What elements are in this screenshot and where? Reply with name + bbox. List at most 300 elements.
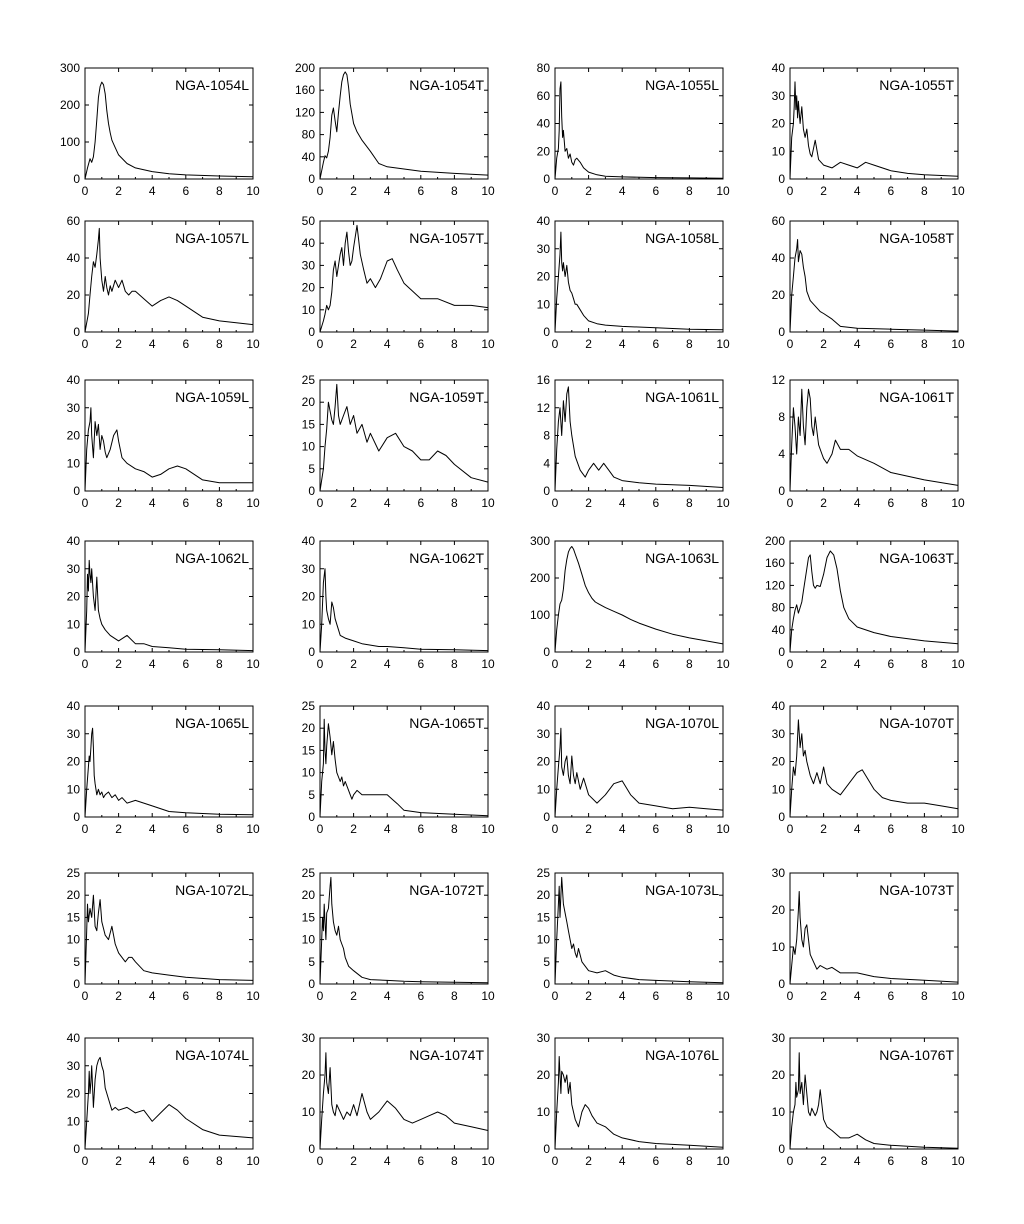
y-tick-label: 40 xyxy=(771,61,785,75)
x-tick-label: 6 xyxy=(182,1154,190,1168)
x-tick-label: 2 xyxy=(350,1154,357,1168)
data-series-line xyxy=(85,1057,253,1149)
record-name-label: NGA-1074T xyxy=(409,1047,484,1063)
chart-panel xyxy=(67,373,260,510)
x-tick-label: 4 xyxy=(383,337,391,351)
y-tick-label: 20 xyxy=(66,888,80,903)
y-tick-label: 10 xyxy=(536,1105,550,1119)
x-tick-label: 6 xyxy=(417,989,425,1003)
data-series-line xyxy=(85,82,253,179)
x-tick-label: 8 xyxy=(216,184,223,198)
y-tick-label: 10 xyxy=(771,782,785,797)
x-tick-label: 2 xyxy=(350,657,357,671)
x-tick-label: 2 xyxy=(585,657,592,671)
y-tick-label: 10 xyxy=(301,932,315,947)
y-tick-label: 12 xyxy=(536,400,550,415)
x-tick-label: 6 xyxy=(182,989,190,1003)
x-tick-label: 6 xyxy=(887,657,895,671)
y-tick-label: 100 xyxy=(59,135,80,149)
y-tick-label: 10 xyxy=(301,617,315,632)
x-tick-label: 2 xyxy=(115,989,122,1003)
y-tick-label: 20 xyxy=(66,754,80,769)
x-tick-label: 6 xyxy=(887,337,895,351)
data-series-line xyxy=(320,569,488,652)
x-tick-label: 6 xyxy=(887,1154,895,1168)
chart-panel xyxy=(772,373,965,510)
x-tick-label: 6 xyxy=(182,184,190,198)
x-tick-label: 0 xyxy=(786,989,794,1003)
y-tick-label: 25 xyxy=(301,373,315,387)
data-series-line xyxy=(85,408,253,491)
chart-panel xyxy=(537,214,730,351)
x-tick-label: 6 xyxy=(887,989,895,1003)
y-tick-label: 60 xyxy=(536,88,550,103)
x-tick-label: 2 xyxy=(350,184,357,198)
y-tick-label: 300 xyxy=(529,534,550,548)
x-tick-label: 10 xyxy=(951,184,965,198)
x-tick-label: 10 xyxy=(951,1154,965,1168)
data-series-line xyxy=(320,719,488,817)
y-tick-label: 20 xyxy=(301,1068,315,1082)
data-series-line xyxy=(555,232,723,332)
x-tick-label: 4 xyxy=(853,1154,861,1168)
x-tick-label: 6 xyxy=(652,822,660,836)
x-tick-label: 0 xyxy=(551,822,559,836)
y-tick-label: 10 xyxy=(301,1105,315,1119)
data-series-line xyxy=(790,892,958,985)
y-tick-label: 20 xyxy=(536,754,550,769)
record-name-label: NGA-1055L xyxy=(645,77,719,93)
x-tick-label: 8 xyxy=(451,184,458,198)
y-tick-label: 80 xyxy=(301,127,315,142)
record-name-label: NGA-1076L xyxy=(645,1047,719,1063)
x-tick-label: 10 xyxy=(481,1154,495,1168)
y-tick-label: 0 xyxy=(778,484,785,498)
x-tick-label: 8 xyxy=(686,822,693,836)
x-tick-label: 2 xyxy=(350,496,357,510)
y-tick-label: 20 xyxy=(771,288,785,302)
x-tick-label: 10 xyxy=(951,989,965,1003)
x-tick-label: 4 xyxy=(148,822,156,836)
x-tick-label: 0 xyxy=(551,337,559,351)
x-tick-label: 6 xyxy=(652,496,660,510)
y-tick-label: 0 xyxy=(308,810,315,824)
x-tick-label: 4 xyxy=(383,1154,391,1168)
x-tick-label: 10 xyxy=(716,184,730,198)
x-tick-label: 6 xyxy=(652,657,660,671)
chart-panel xyxy=(772,214,965,351)
x-tick-label: 2 xyxy=(585,496,592,510)
y-tick-label: 160 xyxy=(764,556,785,571)
x-tick-label: 0 xyxy=(786,184,794,198)
chart-panel xyxy=(302,373,495,510)
x-tick-label: 0 xyxy=(551,496,559,510)
x-tick-label: 10 xyxy=(481,184,495,198)
y-tick-label: 0 xyxy=(308,645,315,659)
y-tick-label: 120 xyxy=(294,105,315,120)
record-name-label: NGA-1057L xyxy=(175,230,249,246)
y-tick-label: 30 xyxy=(771,88,785,103)
x-tick-label: 8 xyxy=(921,496,928,510)
chart-panel xyxy=(302,1031,495,1168)
x-tick-label: 4 xyxy=(618,657,626,671)
x-tick-label: 6 xyxy=(417,657,425,671)
x-tick-label: 0 xyxy=(81,1154,89,1168)
x-tick-label: 4 xyxy=(853,496,861,510)
y-tick-label: 30 xyxy=(66,726,80,741)
x-tick-label: 4 xyxy=(618,1154,626,1168)
x-tick-label: 0 xyxy=(81,496,89,510)
record-name-label: NGA-1059L xyxy=(175,389,249,405)
record-name-label: NGA-1070T xyxy=(879,715,954,731)
x-tick-label: 10 xyxy=(716,1154,730,1168)
data-series-line xyxy=(320,1053,488,1149)
x-tick-label: 0 xyxy=(316,337,324,351)
x-tick-label: 8 xyxy=(686,337,693,351)
x-tick-label: 0 xyxy=(81,337,89,351)
y-tick-label: 40 xyxy=(771,251,785,265)
chart-panel xyxy=(537,61,730,198)
chart-panel xyxy=(60,61,260,198)
y-tick-label: 40 xyxy=(66,251,80,265)
y-tick-label: 30 xyxy=(536,726,550,741)
x-tick-label: 8 xyxy=(451,989,458,1003)
x-tick-label: 2 xyxy=(350,337,357,351)
record-name-label: NGA-1076T xyxy=(879,1047,954,1063)
y-tick-label: 40 xyxy=(771,699,785,713)
y-tick-label: 40 xyxy=(536,699,550,713)
y-tick-label: 0 xyxy=(73,484,80,498)
y-tick-label: 20 xyxy=(66,428,80,443)
x-tick-label: 8 xyxy=(686,989,693,1003)
x-tick-label: 10 xyxy=(716,822,730,836)
x-tick-label: 2 xyxy=(350,989,357,1003)
x-tick-label: 2 xyxy=(585,1154,592,1168)
y-tick-label: 30 xyxy=(771,866,785,880)
x-tick-label: 4 xyxy=(383,184,391,198)
x-tick-label: 2 xyxy=(585,989,592,1003)
x-tick-label: 10 xyxy=(481,337,495,351)
y-tick-label: 0 xyxy=(308,1142,315,1156)
x-tick-label: 4 xyxy=(383,657,391,671)
chart-panel xyxy=(765,534,965,671)
x-tick-label: 10 xyxy=(246,184,260,198)
record-name-label: NGA-1062L xyxy=(175,550,249,566)
x-tick-label: 0 xyxy=(316,657,324,671)
chart-panel xyxy=(772,61,965,198)
chart-panel xyxy=(67,866,260,1003)
x-tick-label: 8 xyxy=(921,822,928,836)
x-tick-label: 8 xyxy=(921,337,928,351)
y-tick-label: 20 xyxy=(301,721,315,736)
chart-panel xyxy=(295,61,495,198)
x-tick-label: 4 xyxy=(618,496,626,510)
y-tick-label: 0 xyxy=(778,645,785,659)
y-tick-label: 25 xyxy=(301,866,315,880)
x-tick-label: 2 xyxy=(820,1154,827,1168)
data-series-line xyxy=(790,1053,958,1149)
record-name-label: NGA-1057T xyxy=(409,230,484,246)
y-tick-label: 10 xyxy=(66,932,80,947)
y-tick-label: 15 xyxy=(301,743,315,758)
x-tick-label: 8 xyxy=(686,657,693,671)
y-tick-label: 20 xyxy=(301,395,315,410)
x-tick-label: 6 xyxy=(652,1154,660,1168)
x-tick-label: 2 xyxy=(820,337,827,351)
y-tick-label: 0 xyxy=(543,325,550,339)
y-tick-label: 4 xyxy=(778,447,785,461)
chart-panel xyxy=(772,1031,965,1168)
y-tick-label: 30 xyxy=(66,1058,80,1073)
x-tick-label: 10 xyxy=(951,337,965,351)
x-tick-label: 6 xyxy=(652,989,660,1003)
y-tick-label: 10 xyxy=(66,617,80,632)
y-tick-label: 10 xyxy=(536,297,550,312)
y-tick-label: 50 xyxy=(301,214,315,228)
y-tick-label: 0 xyxy=(778,977,785,991)
x-tick-label: 4 xyxy=(148,989,156,1003)
x-tick-label: 10 xyxy=(246,822,260,836)
y-tick-label: 10 xyxy=(536,932,550,947)
x-tick-label: 6 xyxy=(887,822,895,836)
record-name-label: NGA-1073L xyxy=(645,882,719,898)
chart-panel xyxy=(772,866,965,1003)
x-tick-label: 8 xyxy=(451,657,458,671)
y-tick-label: 20 xyxy=(771,903,785,917)
y-tick-label: 60 xyxy=(66,214,80,228)
y-tick-label: 0 xyxy=(73,172,80,186)
y-tick-label: 20 xyxy=(301,888,315,903)
data-series-line xyxy=(790,82,958,179)
y-tick-label: 15 xyxy=(66,910,80,925)
y-tick-label: 40 xyxy=(301,236,315,251)
y-tick-label: 5 xyxy=(543,954,550,969)
y-tick-label: 10 xyxy=(771,144,785,159)
y-tick-label: 0 xyxy=(543,645,550,659)
x-tick-label: 2 xyxy=(585,337,592,351)
y-tick-label: 20 xyxy=(301,589,315,604)
record-name-label: NGA-1063T xyxy=(879,550,954,566)
y-tick-label: 8 xyxy=(543,428,550,443)
x-tick-label: 2 xyxy=(820,989,827,1003)
x-tick-label: 8 xyxy=(216,657,223,671)
x-tick-label: 8 xyxy=(921,1154,928,1168)
x-tick-label: 10 xyxy=(951,822,965,836)
y-tick-label: 10 xyxy=(66,456,80,471)
y-tick-label: 200 xyxy=(529,571,550,585)
x-tick-label: 6 xyxy=(417,184,425,198)
x-tick-label: 6 xyxy=(182,337,190,351)
x-tick-label: 6 xyxy=(182,496,190,510)
x-tick-label: 0 xyxy=(551,657,559,671)
x-tick-label: 4 xyxy=(148,337,156,351)
x-tick-label: 10 xyxy=(951,496,965,510)
y-tick-label: 60 xyxy=(771,214,785,228)
y-tick-label: 0 xyxy=(308,172,315,186)
record-name-label: NGA-1061L xyxy=(645,389,719,405)
x-tick-label: 10 xyxy=(246,989,260,1003)
y-tick-label: 100 xyxy=(529,608,550,622)
data-series-line xyxy=(555,1057,723,1150)
x-tick-label: 10 xyxy=(246,657,260,671)
chart-panel xyxy=(537,1031,730,1168)
record-name-label: NGA-1061T xyxy=(879,389,954,405)
x-tick-label: 0 xyxy=(551,184,559,198)
data-series-line xyxy=(555,82,723,179)
y-tick-label: 20 xyxy=(66,589,80,604)
x-tick-label: 8 xyxy=(451,1154,458,1168)
x-tick-label: 4 xyxy=(853,184,861,198)
x-tick-label: 0 xyxy=(551,989,559,1003)
y-tick-label: 30 xyxy=(301,561,315,576)
x-tick-label: 0 xyxy=(81,822,89,836)
x-tick-label: 4 xyxy=(853,989,861,1003)
data-series-line xyxy=(85,728,253,817)
x-tick-label: 8 xyxy=(451,822,458,836)
x-tick-label: 2 xyxy=(820,657,827,671)
y-tick-label: 40 xyxy=(536,214,550,228)
x-tick-label: 10 xyxy=(716,496,730,510)
y-tick-label: 0 xyxy=(73,1142,80,1156)
x-tick-label: 10 xyxy=(481,822,495,836)
y-tick-label: 30 xyxy=(536,1031,550,1045)
y-tick-label: 20 xyxy=(66,288,80,302)
x-tick-label: 6 xyxy=(652,337,660,351)
record-name-label: NGA-1059T xyxy=(409,389,484,405)
chart-panel xyxy=(772,699,965,836)
x-tick-label: 4 xyxy=(853,337,861,351)
y-tick-label: 25 xyxy=(536,866,550,880)
x-tick-label: 8 xyxy=(921,657,928,671)
y-tick-label: 0 xyxy=(308,977,315,991)
y-tick-label: 30 xyxy=(771,726,785,741)
x-tick-label: 10 xyxy=(716,657,730,671)
y-tick-label: 40 xyxy=(66,699,80,713)
x-tick-label: 4 xyxy=(383,496,391,510)
y-tick-label: 20 xyxy=(301,280,315,295)
record-name-label: NGA-1074L xyxy=(175,1047,249,1063)
data-series-line xyxy=(85,560,253,652)
data-series-line xyxy=(790,551,958,652)
chart-panel xyxy=(530,534,730,671)
y-tick-label: 300 xyxy=(59,61,80,75)
y-tick-label: 40 xyxy=(66,534,80,548)
y-tick-label: 10 xyxy=(771,940,785,954)
x-tick-label: 4 xyxy=(383,989,391,1003)
x-tick-label: 0 xyxy=(81,184,89,198)
x-tick-label: 2 xyxy=(820,496,827,510)
x-tick-label: 4 xyxy=(148,184,156,198)
record-name-label: NGA-1070L xyxy=(645,715,719,731)
y-tick-label: 40 xyxy=(771,622,785,637)
x-tick-label: 0 xyxy=(316,822,324,836)
y-tick-label: 30 xyxy=(66,400,80,415)
x-tick-label: 2 xyxy=(585,822,592,836)
x-tick-label: 4 xyxy=(618,337,626,351)
y-tick-label: 40 xyxy=(301,534,315,548)
x-tick-label: 6 xyxy=(182,657,190,671)
y-tick-label: 30 xyxy=(771,1031,785,1045)
y-tick-label: 160 xyxy=(294,83,315,98)
y-tick-label: 10 xyxy=(536,782,550,797)
x-tick-label: 8 xyxy=(451,337,458,351)
y-tick-label: 4 xyxy=(543,456,550,471)
record-name-label: NGA-1063L xyxy=(645,550,719,566)
x-tick-label: 4 xyxy=(618,989,626,1003)
x-tick-label: 4 xyxy=(853,657,861,671)
x-tick-label: 10 xyxy=(246,496,260,510)
chart-panel xyxy=(67,214,260,351)
y-tick-label: 20 xyxy=(771,754,785,769)
x-tick-label: 8 xyxy=(686,184,693,198)
x-tick-label: 8 xyxy=(686,1154,693,1168)
y-tick-label: 10 xyxy=(301,302,315,317)
record-name-label: NGA-1065T xyxy=(409,715,484,731)
x-tick-label: 6 xyxy=(887,184,895,198)
y-tick-label: 0 xyxy=(73,977,80,991)
y-tick-label: 20 xyxy=(536,269,550,284)
y-tick-label: 0 xyxy=(543,977,550,991)
y-tick-label: 200 xyxy=(294,61,315,75)
x-tick-label: 8 xyxy=(451,496,458,510)
data-series-line xyxy=(790,240,958,333)
x-tick-label: 0 xyxy=(81,657,89,671)
chart-panel xyxy=(302,534,495,671)
y-tick-label: 10 xyxy=(66,1114,80,1129)
x-tick-label: 2 xyxy=(350,822,357,836)
y-tick-label: 25 xyxy=(301,699,315,713)
record-name-label: NGA-1054T xyxy=(409,77,484,93)
chart-panel xyxy=(67,1031,260,1168)
chart-panel xyxy=(537,373,730,510)
y-tick-label: 20 xyxy=(536,144,550,159)
y-tick-label: 40 xyxy=(301,149,315,164)
y-tick-label: 80 xyxy=(771,600,785,615)
y-tick-label: 0 xyxy=(308,484,315,498)
x-tick-label: 8 xyxy=(216,337,223,351)
y-tick-label: 0 xyxy=(778,810,785,824)
y-tick-label: 20 xyxy=(66,1086,80,1101)
data-series-line xyxy=(555,728,723,817)
data-series-line xyxy=(790,720,958,817)
x-tick-label: 6 xyxy=(182,822,190,836)
x-tick-label: 10 xyxy=(716,337,730,351)
x-tick-label: 6 xyxy=(887,496,895,510)
y-tick-label: 25 xyxy=(66,866,80,880)
x-tick-label: 10 xyxy=(481,496,495,510)
y-tick-label: 40 xyxy=(66,373,80,387)
x-tick-label: 2 xyxy=(820,184,827,198)
record-name-label: NGA-1062T xyxy=(409,550,484,566)
x-tick-label: 6 xyxy=(417,822,425,836)
y-tick-label: 20 xyxy=(536,888,550,903)
y-tick-label: 40 xyxy=(66,1031,80,1045)
chart-panel xyxy=(537,699,730,836)
data-series-line xyxy=(85,895,253,984)
y-tick-label: 0 xyxy=(73,645,80,659)
x-tick-label: 10 xyxy=(246,337,260,351)
y-tick-label: 10 xyxy=(301,439,315,454)
x-tick-label: 2 xyxy=(115,496,122,510)
record-name-label: NGA-1058T xyxy=(879,230,954,246)
x-tick-label: 0 xyxy=(551,1154,559,1168)
chart-panel xyxy=(302,699,495,836)
chart-panel xyxy=(302,866,495,1003)
y-tick-label: 12 xyxy=(771,373,785,387)
x-tick-label: 0 xyxy=(786,1154,794,1168)
x-tick-label: 10 xyxy=(951,657,965,671)
y-tick-label: 0 xyxy=(778,1142,785,1156)
